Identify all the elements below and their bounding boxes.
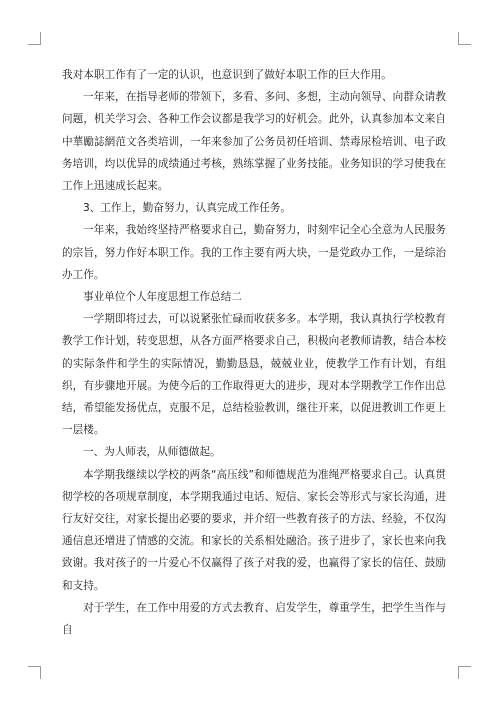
crop-mark-bottom-left [28,666,41,679]
paragraph-continuation: 我对本职工作有了一定的认识，也意识到了做好本职工作的巨大作用。 [62,69,392,81]
section-heading-ethics: 一、为人师表，从师德做起。 [83,446,221,459]
document-title-two: 事业单位个人年度思想工作总结二 [83,291,242,304]
crop-mark-top-left [28,32,41,45]
paragraph-training: 一年来，在指导老师的带领下，多看、多问、多想，主动向领导、向群众请教问题，机关学习会、各种工作会议都是我学习的好机会。此外，认真参加本文来自中華勵誌網范文各类培训，一年来参加了公务员初任培训、禁毒尿检培训、电子政务培训，均以优异的成绩通过考核，熟练掌握了业务技能。业务知识的学习使我在工作上迅速成长起来。 [62,91,446,193]
crop-mark-top-right [458,32,471,45]
crop-mark-bottom-right [458,666,471,679]
section-heading-work: 3、工作上，勤奋努力，认真完成工作任务。 [83,202,292,215]
paragraph-parents: 本学期我继续以学校的两条“高压线”和师德规范为准绳严格要求自己。认真贯彻学校的各项规章制度，本学期我通过电话、短信、家长会等形式与家长沟通，进行友好交往，对家长提出必要的要求，并介绍一些教育孩子的方法、经验，不仅沟通信息还增进了情感的交流。和家长的关系相处融洽。孩子进步了，家长也来向我致谢。我对孩子的一片爱心不仅赢得了孩子对我的爱，也赢得了家长的信任、鼓励和支持。 [62,468,446,592]
document-body [62,64,446,641]
paragraph-semester-summary: 一学期即将过去，可以说紧张忙碌而收获多多。本学期，我认真执行学校教育教学工作计划，转变思想，从各方面严格要求自己，积极向老教师请教，结合本校的实际条件和学生的实际情况，勤勤恳恳，兢兢业业，使教学工作有计划，有组织，有步骤地开展。为使今后的工作取得更大的进步，现对本学期教学工作作出总结，希望能发扬优点，克服不足，总结检验教训，继往开来，以促进教训工作更上一层楼。 [62,313,446,437]
paragraph-students: 对于学生，在工作中用爱的方式去教育、启发学生，尊重学生，把学生当作与自 [62,601,446,637]
paragraph-work-duties: 一年来，我始终坚持严格要求自己，勤奋努力，时刻牢记全心全意为人民服务的宗旨，努力作好本职工作。我的工作主要有两大块，一是党政办工作，一是综治办工作。 [62,224,446,281]
